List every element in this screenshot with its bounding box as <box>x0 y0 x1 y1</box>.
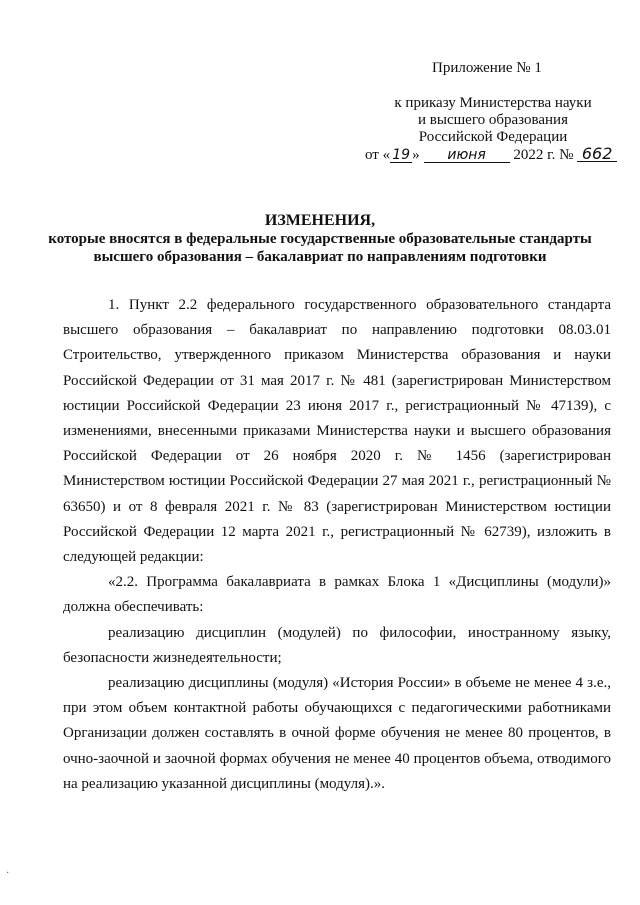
document-title: ИЗМЕНЕНИЯ, <box>264 212 376 229</box>
paragraph-2: «2.2. Программа бакалавриата в рамках Блока 1 «Дисциплины (модули)» должна обеспечивать: <box>63 574 611 616</box>
order-date-line <box>365 144 617 164</box>
date-year: 2022 г. № <box>513 147 574 163</box>
paragraph-1: 1. Пункт 2.2 федерального государственного образовательного стандарта высшего образования – бакалавриат по направлению подготовки 08.03.01 Строительство, утвержденного приказом Министерства образования и науки Российской Федерации от 31 мая 2017 г. № 481 (зарегистрирован Министерством юстиции Российской Федерации 23 июня 2017 г., регистрационный № 47139), с изменениями, внесенными приказами Министерства науки и высшего образования Российской Федерации от 26 ноября 2020 г. № 1456 (зарегистрирован Министерством юстиции Российской Федерации 27 мая 2021 г., регистрационный № 63650) и от 8 февраля 2021 г. № 83 (зарегистрирован Министерством юстиции Российской Федерации 12 марта 2021 г., регистрационный № 62739), изложить в следующей редакции: <box>63 297 611 566</box>
document-subtitle-line-2: высшего образования – бакалавриат по направлениям подготовки <box>93 249 547 265</box>
appendix-title: Приложение № 1 <box>432 60 542 76</box>
order-line-2: и высшего образования <box>418 112 568 128</box>
handwritten-day: 19 <box>390 148 412 163</box>
scan-dot-mark: · <box>6 868 10 879</box>
document-body <box>63 293 611 797</box>
order-line-3: Российской Федерации <box>418 129 568 145</box>
paragraph-4: реализацию дисциплины (модуля) «История России» в объеме не менее 4 з.е., при этом объем контактной работы обучающихся с педагогическими работниками Организации должен составлять в очной форме обучения не менее 80 процентов, в очно-заочной и заочной формах обучения не менее 40 процентов объема, отводимого на реализацию указанной дисциплины (модуля).». <box>63 675 611 792</box>
order-reference <box>383 95 603 146</box>
date-prefix: от « <box>365 147 391 163</box>
date-close-quote: » <box>412 147 420 163</box>
paragraph-3: реализацию дисциплин (модулей) по философии, иностранному языку, безопасности жизнедеятельности; <box>63 624 611 666</box>
order-line-1: к приказу Министерства науки <box>394 95 592 111</box>
handwritten-month: июня <box>424 148 510 163</box>
handwritten-order-number: 662 <box>577 147 617 162</box>
document-subtitle-line-1: которые вносятся в федеральные государственные образовательные стандарты <box>48 231 592 247</box>
